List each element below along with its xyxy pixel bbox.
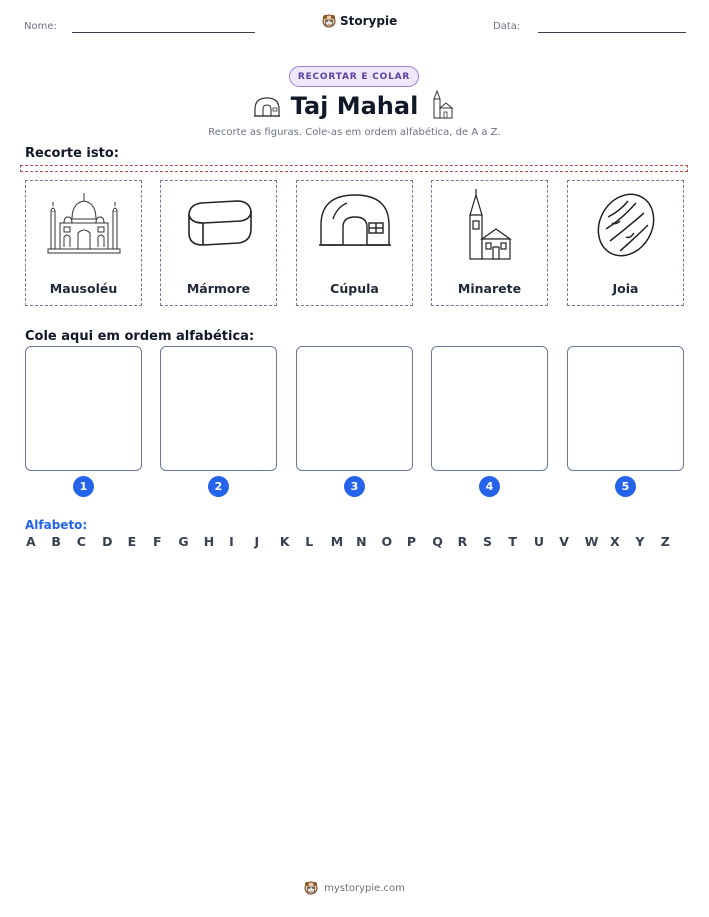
letter: L: [305, 534, 314, 549]
letter: O: [381, 534, 393, 549]
footer: [0, 881, 709, 895]
card-word: Minarete: [457, 281, 522, 296]
slot-number-5: 5: [615, 476, 636, 497]
letter: Y: [635, 534, 645, 549]
letter: F: [152, 534, 162, 549]
scissor-cut-line: [20, 165, 688, 172]
letter: R: [457, 534, 468, 549]
card-word: Joia: [612, 281, 639, 296]
date-label: Data:: [493, 21, 521, 32]
dome-icon: [315, 189, 395, 259]
slot-number-2: 2: [208, 476, 229, 497]
letter: E: [127, 534, 137, 549]
letter: V: [559, 534, 569, 549]
name-label: Nome:: [24, 21, 57, 32]
alphabet-row: [26, 534, 686, 549]
footer-link[interactable]: mystorypie.com: [324, 882, 405, 894]
slot-number-1: 1: [73, 476, 94, 497]
paste-slot-2[interactable]: [160, 346, 277, 471]
letter: Q: [432, 534, 443, 549]
date-line[interactable]: [538, 32, 686, 33]
slot-number-4: 4: [479, 476, 500, 497]
card-word: Cúpula: [330, 281, 379, 296]
storypie-mascot-icon: [304, 881, 318, 895]
storypie-logo: [322, 14, 397, 28]
letter: D: [102, 534, 113, 549]
letter: N: [356, 534, 367, 549]
letter: T: [508, 534, 517, 549]
mausoleum-icon: [44, 189, 124, 259]
activity-badge: RECORTAR E COLAR: [289, 66, 419, 87]
cut-card-1[interactable]: [25, 180, 142, 306]
cut-heading: Recorte isto:: [25, 146, 119, 161]
storypie-mascot-icon: [322, 14, 336, 28]
name-line[interactable]: [72, 32, 255, 33]
paste-slot-5[interactable]: [567, 346, 684, 471]
letter: X: [609, 534, 620, 549]
paste-heading: Cole aqui em ordem alfabética:: [25, 329, 255, 344]
paste-slot-1[interactable]: [25, 346, 142, 471]
letter: K: [279, 534, 290, 549]
marble-block-icon: [179, 189, 259, 259]
slot-number-3: 3: [344, 476, 365, 497]
letter: I: [229, 534, 234, 549]
minaret-church-icon: [450, 189, 530, 261]
card-word: Mausoléu: [49, 281, 118, 296]
cut-card-2[interactable]: [160, 180, 277, 306]
paste-slot-4[interactable]: [431, 346, 548, 471]
minaret-church-icon: [430, 90, 454, 120]
letter: Z: [660, 534, 670, 549]
paste-slot-3[interactable]: [296, 346, 413, 471]
letter: S: [483, 534, 493, 549]
letter: G: [178, 534, 189, 549]
letter: M: [330, 534, 344, 549]
logo-text: Storypie: [340, 14, 398, 28]
card-word: Mármore: [186, 281, 251, 296]
letter: H: [203, 534, 215, 549]
instructions: Recorte as figuras. Cole-as em ordem alfabética, de A a Z.: [208, 127, 501, 138]
cut-card-4[interactable]: [431, 180, 548, 306]
letter: W: [584, 534, 599, 549]
alphabet-heading: Alfabeto:: [25, 518, 88, 532]
letter: U: [533, 534, 544, 549]
letter: C: [76, 534, 86, 549]
letter: J: [254, 534, 260, 549]
gem-icon: [586, 189, 666, 259]
cut-card-5[interactable]: [567, 180, 684, 306]
letter: B: [51, 534, 61, 549]
page-title: Taj Mahal: [290, 92, 419, 120]
letter: P: [406, 534, 417, 549]
cut-card-3[interactable]: [296, 180, 413, 306]
letter: A: [26, 534, 36, 549]
